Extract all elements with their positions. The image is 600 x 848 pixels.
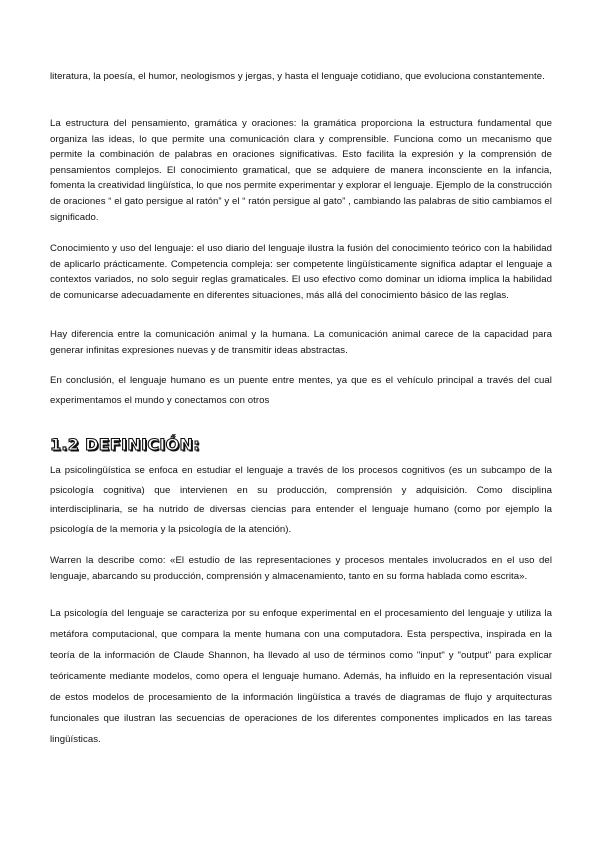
paragraph-psycholinguistics-definition: La psicolingüística se enfoca en estudiar el lenguaje a través de los procesos cognitivos (es un subcampo de la psicología cognitiva) que intervienen en su producción, comprensión y adquisición. Como disciplina interdisciplinaria, se ha nutrido de diversas ciencias para entender el lenguaje humano (como por ejemplo la psicología de la memoria y la psicología de la atención). [50, 465, 552, 535]
paragraph-warren-quote: Warren la describe como: «El estudio de las representaciones y procesos mentales involucrados en el uso del lenguaje, abarcando su producción, comprensión y almacenamiento, tanto en su forma hablada como escrita». [50, 555, 552, 582]
paragraph-computational-metaphor: La psicología del lenguaje se caracteriza por su enfoque experimental en el procesamiento del lenguaje y utiliza la metáfora computacional, que compara la mente humana con una computadora. Esta perspectiva, inspirada en la teoría de la información de Claude Shannon, ha llevado al uso de términos como "input" y "output" para explicar teóricamente mediante modelos, como opera el lenguaje humano. Además, ha influido en la representación visual de estos modelos de procesamiento de la información lingüística a través de diagramas de flujo y arquitecturas funcionales que ilustran las secuencias de operaciones de los diferentes componentes implicados en las tareas lingüísticas. [50, 608, 552, 745]
paragraph-grammar-structure: La estructura del pensamiento, gramática y oraciones: la gramática proporciona la estructura fundamental que organiza las ideas, lo que permite una comunicación clara y comprensible. Funciona como un mecanismo que permite la combinación de palabras en oraciones significativas. Esto facilita la expresión y la comprensión de pensamientos complejos. El conocimiento gramatical, que se adquiere de manera inconsciente en la infancia, fomenta la creatividad lingüística, lo que nos permite experimentar y explorar el lenguaje. Ejemplo de la construcción de oraciones “ el gato persigue al ratón” y el “ ratón persigue al gato” , cambiando las palabras de sitio cambiamos el significado. [50, 118, 552, 223]
paragraph-conclusion: En conclusión, el lenguaje humano es un puente entre mentes, ya que es el vehículo principal a través del cual experimentamos el mundo y conectamos con otros [50, 375, 552, 406]
paragraph-language-use: Conocimiento y uso del lenguaje: el uso diario del lenguaje ilustra la fusión del conocimiento teórico con la habilidad de aplicarlo prácticamente. Competencia compleja: ser competente lingüísticamente significa adaptar el lenguaje a contextos variados, no solo seguir reglas gramaticales. El uso efectivo como dominar un idioma implica la habilidad de comunicarse adecuadamente en diferentes situaciones, más allá del conocimiento básico de las reglas. [50, 243, 552, 301]
section-heading: 1.2 DEFINICIÓN: [50, 435, 200, 454]
paragraph-animal-communication: Hay diferencia entre la comunicación animal y la humana. La comunicación animal carece de la capacidad para generar infinitas expresiones nuevas y de transmitir ideas abstractas. [50, 329, 552, 356]
paragraph-lexical-evolution: literatura, la poesía, el humor, neologismos y jergas, y hasta el lenguaje cotidiano, que evoluciona constantemente. [50, 71, 545, 82]
